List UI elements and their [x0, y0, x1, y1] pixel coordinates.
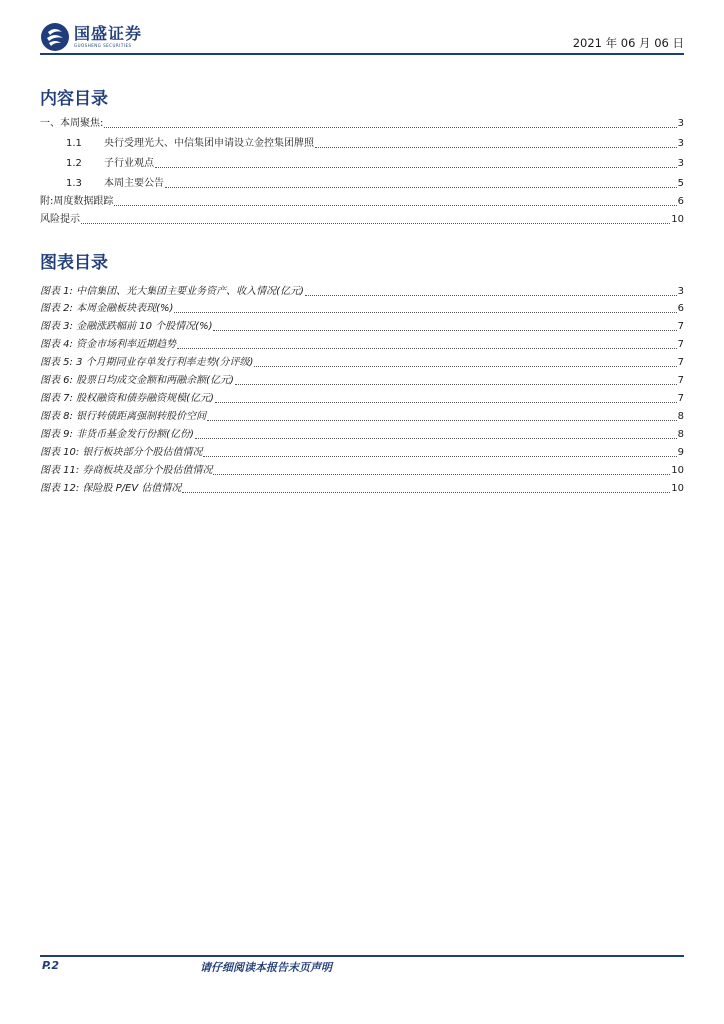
figure-item-label: 图表 4: 资金市场利率近期趋势 — [40, 339, 177, 350]
figure-item-page: 7 — [677, 357, 684, 368]
toc-item[interactable] — [66, 134, 684, 150]
figures-title: 图表目录 — [40, 253, 108, 273]
toc-leader-dots — [81, 223, 670, 224]
figure-item-label: 图表 1: 中信集团、光大集团主要业务资产、收入情况(亿元) — [40, 286, 304, 297]
toc-item-number: 1.3 — [66, 178, 82, 189]
logo-english: GUOSHENG SECURITIES — [74, 43, 132, 48]
toc-leader-dots — [165, 187, 677, 188]
figure-item-label: 图表 12: 保险股 P/EV 估值情况 — [40, 483, 182, 494]
toc-leader-dots — [114, 205, 676, 206]
figure-item-page: 7 — [677, 393, 684, 404]
logo-name: 国盛证券 — [74, 24, 143, 43]
figure-item[interactable] — [40, 461, 684, 477]
toc-item-page: 3 — [677, 158, 684, 169]
guosheng-logo-icon — [40, 22, 70, 52]
figure-item[interactable] — [40, 443, 684, 459]
figure-item-label: 图表 2: 本周金融板块表现(%) — [40, 303, 174, 314]
toc-item-label: 风险提示 — [40, 214, 80, 225]
figure-item[interactable] — [40, 479, 684, 495]
toc-item-page: 5 — [677, 178, 684, 189]
toc-item-label: 子行业观点 — [104, 158, 154, 169]
toc-item[interactable] — [40, 192, 684, 208]
figure-item-label: 图表 9: 非货币基金发行份额(亿份) — [40, 429, 194, 440]
report-date: 2021 年 06 月 06 日 — [572, 36, 684, 50]
figure-item-page: 8 — [677, 429, 684, 440]
toc-item-label: 本周主要公告 — [104, 178, 164, 189]
toc-item-page: 10 — [671, 214, 684, 225]
figure-item-page: 6 — [677, 303, 684, 314]
figure-item-page: 9 — [677, 447, 684, 458]
toc-item-label: 一、本周聚焦: — [40, 118, 104, 129]
figure-item[interactable] — [40, 317, 684, 333]
logo-text — [74, 25, 142, 49]
toc-leader-dots — [235, 384, 677, 385]
figure-item[interactable] — [40, 282, 684, 298]
toc-item[interactable] — [40, 114, 684, 130]
toc-leader-dots — [315, 147, 677, 148]
toc-item[interactable] — [66, 154, 684, 170]
toc-item-label: 附:周度数据跟踪 — [40, 196, 114, 207]
footer-divider — [40, 955, 684, 957]
figure-item[interactable] — [40, 335, 684, 351]
toc-item[interactable] — [40, 210, 684, 226]
toc-item[interactable] — [66, 174, 684, 190]
toc-leader-dots — [254, 366, 676, 367]
toc-leader-dots — [213, 474, 670, 475]
page-header — [40, 22, 684, 54]
figure-item-label: 图表 5: 3 个月期同业存单发行利率走势(分评级) — [40, 357, 254, 368]
figure-item-label: 图表 10: 银行板块部分个股估值情况 — [40, 447, 203, 458]
figure-item[interactable] — [40, 371, 684, 387]
toc-leader-dots — [104, 127, 676, 128]
contents-title: 内容目录 — [40, 89, 108, 109]
toc-leader-dots — [215, 402, 677, 403]
toc-leader-dots — [203, 456, 676, 457]
disclaimer-note: 请仔细阅读本报告末页声明 — [200, 961, 332, 974]
toc-item-number: 1.1 — [66, 138, 82, 149]
figure-item-page: 7 — [677, 339, 684, 350]
figure-item-label: 图表 8: 银行转债距离强制转股价空间 — [40, 411, 207, 422]
toc-item-page: 6 — [677, 196, 684, 207]
figure-item-label: 图表 6: 股票日均成交金额和两融余额(亿元) — [40, 375, 234, 386]
figure-item[interactable] — [40, 353, 684, 369]
toc-leader-dots — [213, 330, 676, 331]
figure-item-page: 8 — [677, 411, 684, 422]
figure-item-label: 图表 3: 金融涨跌幅前 10 个股情况(%) — [40, 321, 213, 332]
toc-leader-dots — [305, 295, 677, 296]
toc-item-label: 央行受理光大、中信集团申请设立金控集团牌照 — [104, 138, 314, 149]
toc-leader-dots — [174, 312, 676, 313]
figure-item[interactable] — [40, 425, 684, 441]
figure-item-page: 7 — [677, 321, 684, 332]
toc-leader-dots — [182, 492, 670, 493]
figure-item[interactable] — [40, 407, 684, 423]
toc-leader-dots — [155, 167, 677, 168]
figure-item-label: 图表 7: 股权融资和债券融资规模(亿元) — [40, 393, 214, 404]
toc-leader-dots — [195, 438, 677, 439]
figure-item-page: 3 — [677, 286, 684, 297]
figure-item-page: 7 — [677, 375, 684, 386]
figure-item-page: 10 — [671, 483, 684, 494]
toc-item-number: 1.2 — [66, 158, 82, 169]
figure-item[interactable] — [40, 389, 684, 405]
toc-item-page: 3 — [677, 138, 684, 149]
header-divider — [40, 53, 684, 55]
toc-leader-dots — [207, 420, 677, 421]
toc-leader-dots — [177, 348, 677, 349]
figure-item[interactable] — [40, 299, 684, 315]
toc-item-page: 3 — [677, 118, 684, 129]
company-logo — [40, 22, 142, 52]
page-number: P.2 — [42, 959, 60, 972]
figure-item-label: 图表 11: 券商板块及部分个股估值情况 — [40, 465, 213, 476]
figure-item-page: 10 — [671, 465, 684, 476]
